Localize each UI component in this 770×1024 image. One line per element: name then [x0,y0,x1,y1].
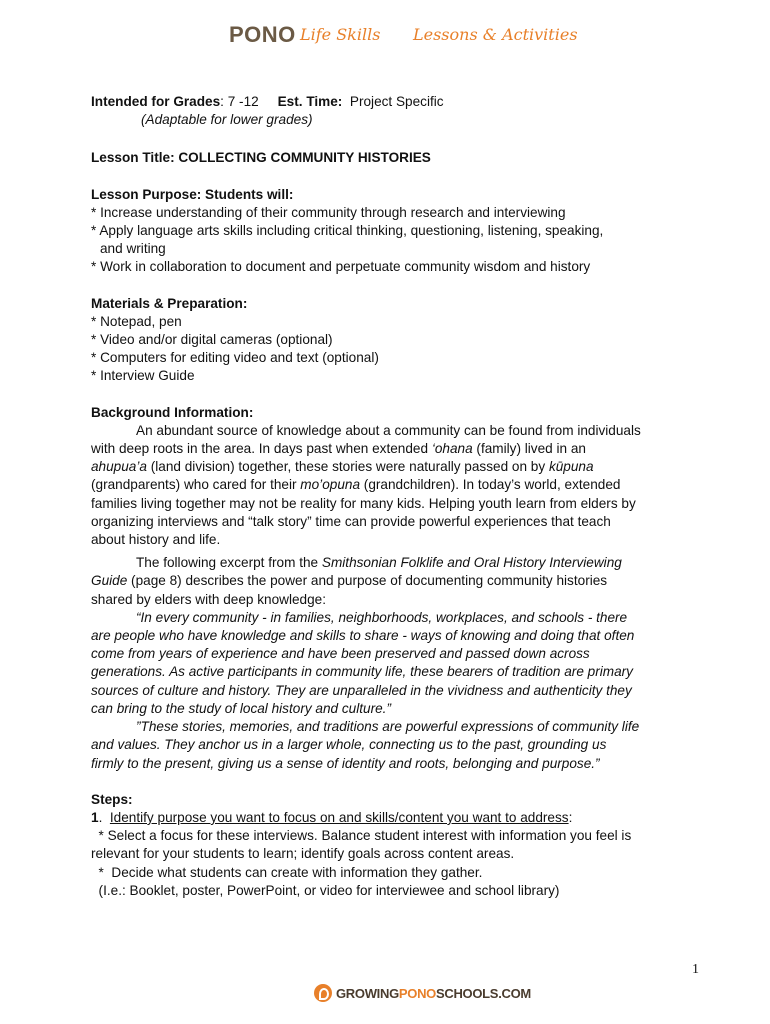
brand-pono: PONO [229,22,296,47]
steps-heading: Steps: [91,791,133,807]
quote-text: generations. As active participants in community life, these bearers of tradition are primary [91,664,633,680]
step-text: * Select a focus for these interviews. Balance student interest with information you feel is [91,828,632,844]
quote-text: “In every community - in families, neighborhoods, workplaces, and schools - there [136,609,628,625]
quote-text: sources of culture and history. They are unparalleled in the vividness and authenticity they [91,682,632,698]
background-text: ahupua’a (land division) together, these stories were naturally passed on by kūpuna [91,459,594,475]
purpose-item: and writing [100,241,166,257]
purpose-item: * Apply language arts skills including critical thinking, questioning, listening, speaking, [91,223,604,239]
grades-line [91,93,706,111]
quote-text: come from years of experience and have been preserved and passed down across [91,646,590,662]
grades-value: : 7 -12 [220,94,259,109]
page-number: 1 [692,962,699,977]
step-text: (I.e.: Booklet, poster, PowerPoint, or video for interviewee and school library) [91,882,560,898]
background-text: (grandparents) who cared for their mo’opuna (grandchildren). In today’s world, extended [91,477,621,493]
materials-item: * Computers for editing video and text (optional) [91,350,379,366]
footer-logo-text: GROWINGPONOSCHOOLS.COM [336,985,531,1001]
quote-text: firmly to the present, giving us a sense of identity and roots, belonging and purpose.” [91,755,600,771]
quote-text: are people who have knowledge and skills to share - ways of knowing and doing that often [91,628,635,644]
materials-item: * Notepad, pen [91,313,182,329]
step-text: * Decide what students can create with information they gather. [91,864,483,880]
materials-heading: Materials & Preparation: [91,295,248,311]
page-header [0,22,770,52]
background-text: with deep roots in the area. In days past when extended ‘ohana (family) lived in an [91,441,586,457]
brand-life-skills: Life Skills [300,25,381,44]
purpose-item: * Work in collaboration to document and perpetuate community wisdom and history [91,259,591,275]
purpose-heading: Lesson Purpose: Students will: [91,186,294,202]
background-text: families living together may not be reality for many kids. Helping youth learn from elders by [91,495,636,511]
background-text: An abundant source of knowledge about a community can be found from individuals [136,422,641,438]
materials-item: * Interview Guide [91,368,195,384]
brand-lessons-activities: Lessons & Activities [413,25,578,44]
background-text: about history and life. [91,532,221,548]
step-1-title: 1. Identify purpose you want to focus on and skills/content you want to address: [91,809,573,825]
growing-pono-logo-icon [314,984,332,1002]
document-body [91,93,706,900]
background-heading: Background Information: [91,404,254,420]
excerpt-intro: The following excerpt from the Smithsonian Folklife and Oral History Interviewing [136,555,622,571]
quote-text: can bring to the study of local history and culture.” [91,700,391,716]
time-label: Est. Time: [277,94,343,109]
time-value: Project Specific [349,94,444,109]
excerpt-intro: Guide (page 8) describes the power and purpose of documenting community histories [91,573,608,589]
background-text: organizing interviews and “talk story” time can provide powerful experiences that teach [91,513,611,529]
quote-text: ”These stories, memories, and traditions are powerful expressions of community life [136,719,640,735]
quote-text: and values. They anchor us in a larger whole, connecting us to the past, grounding us [91,737,607,753]
purpose-item: * Increase understanding of their community through research and interviewing [91,204,566,220]
footer-logo [314,982,531,1004]
grades-note: (Adaptable for lower grades) [141,112,313,128]
materials-item: * Video and/or digital cameras (optional) [91,332,333,348]
lesson-title: Lesson Title: COLLECTING COMMUNITY HISTORIES [91,150,431,166]
step-text: relevant for your students to learn; identify goals across content areas. [91,846,515,862]
grades-label: Intended for Grades [91,94,221,109]
excerpt-intro: shared by elders with deep knowledge: [91,591,327,607]
